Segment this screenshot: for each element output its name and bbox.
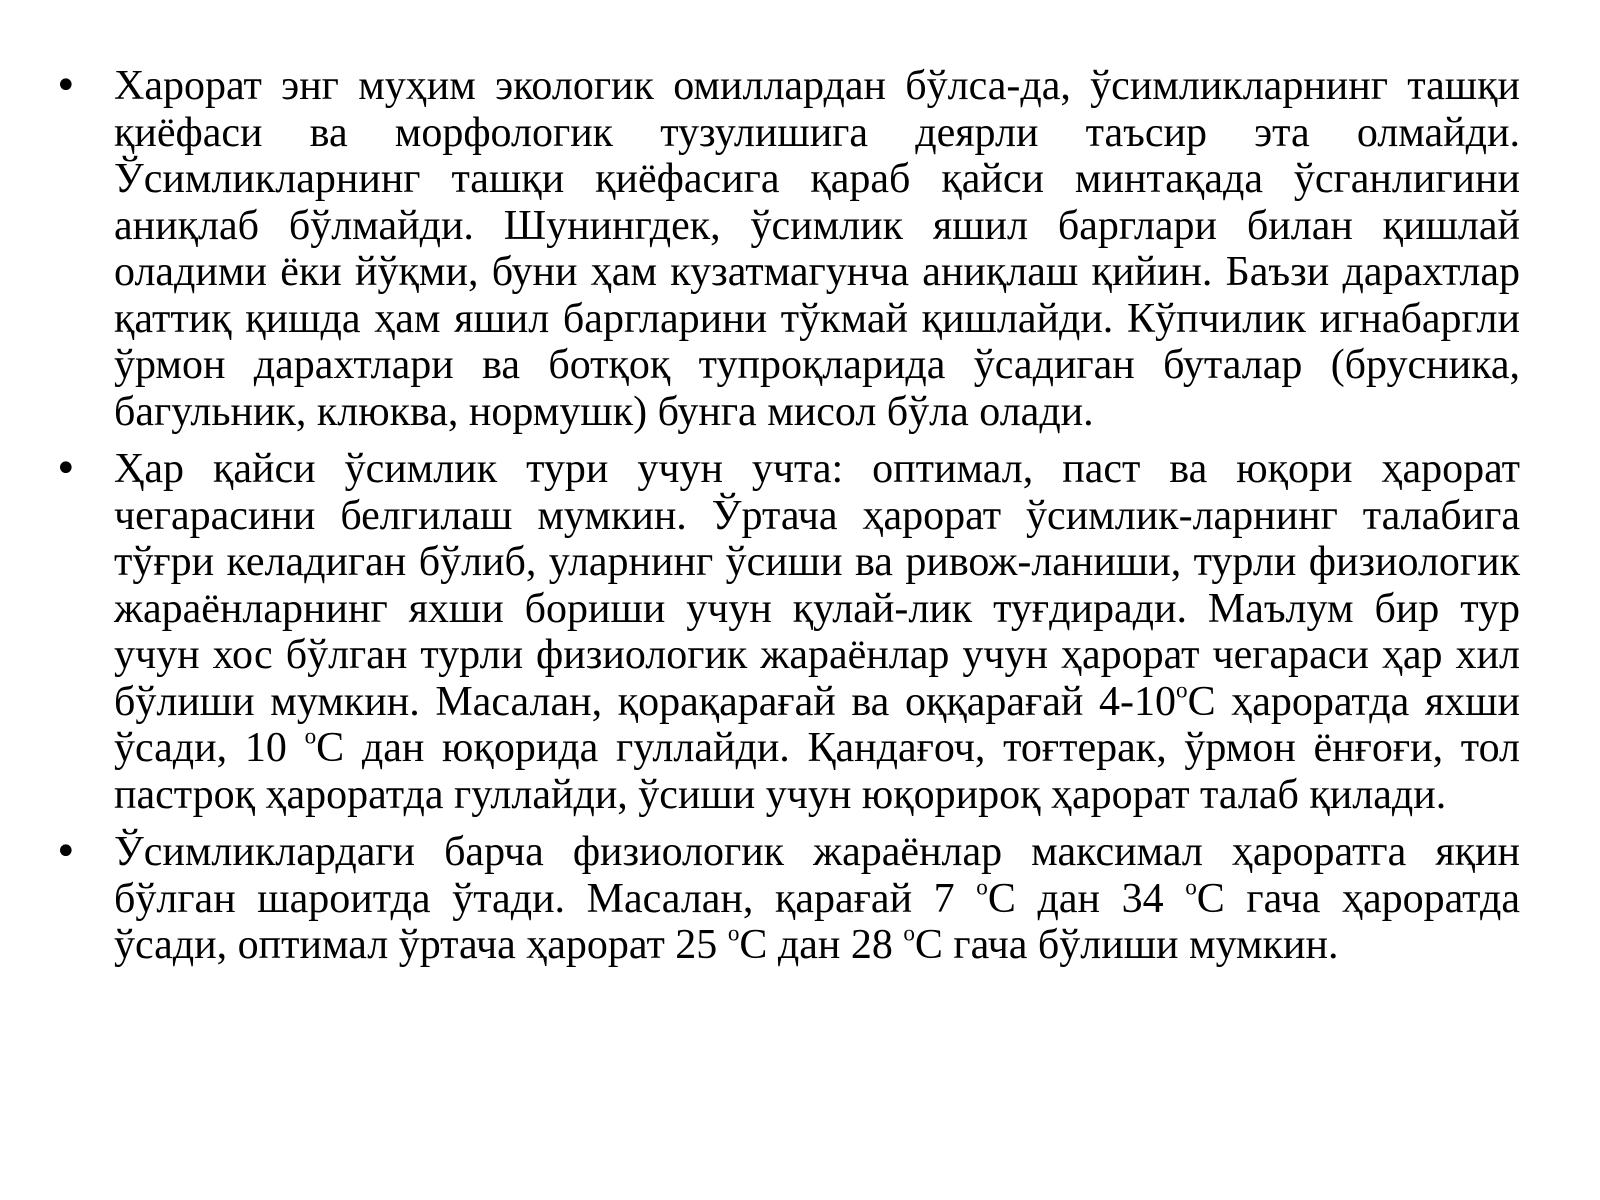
text-segment: С дан 34 [987,875,1186,922]
bullet-item-temperature-limits [54,446,1560,818]
bullet-item-temperature-morphology [54,63,1560,435]
bullet-text [114,446,1520,818]
degree-superscript: о [1185,873,1197,900]
bullet-item-physiological-processes [54,829,1560,969]
degree-superscript: о [727,919,740,946]
degree-superscript: о [903,919,915,946]
bullet-icon: • [54,829,78,875]
text-segment: С гача ҳароратда ўсади, оптимал ўртача ҳарорат 25 [114,875,1520,968]
bullet-icon: • [54,63,78,109]
text-segment: С дан 28 [739,922,904,968]
bullet-text [114,829,1520,969]
bullet-icon: • [54,446,78,492]
degree-superscript: о [976,873,988,900]
degree-superscript: о [1176,676,1188,703]
text-segment: Ўсимликлардаги барча физиологик жараёнлар максимал ҳароратга яқин бўлган шароитда ўтади. Масалан, қарағай 7 [114,829,1520,922]
text-segment: С дан юқорида гуллайди. Қандағоч, тоғтерак, ўрмон ёнғоғи, тол пастроқ ҳароратда гуллайди, ўсиши учун юқорироқ ҳарорат талаб қилади. [114,725,1520,818]
text-segment: С ҳароратда яхши ўсади, 10 [114,678,1520,771]
bullet-list [54,63,1560,969]
text-segment: С гача бўлиши мумкин. [914,922,1339,968]
bullet-text: Харорат энг муҳим экологик омиллардан бўлса-да, ўсимликларнинг ташқи қиёфаси ва морфологик тузулишига деярли таъсир эта олмайди. Ўсимликларнинг ташқи қиёфасига қараб қайси минтақада ўсганлигини аниқлаб бўлмайди. Шунингдек, ўсимлик яшил барглари билан қишлай оладими ёки йўқми, буни ҳам кузатмагунча аниқлаш қийин. Баъзи дарахтлар қаттиқ қишда ҳам яшил баргларини тўкмай қишлайди. Кўпчилик игнабаргли ўрмон дарахтлари ва ботқоқ тупроқларида ўсадиган буталар (брусника, багульник, клюква, нормушк) бунга мисол бўла олади. [114,63,1520,435]
text-segment: Ҳар қайси ўсимлик тури учун учта: оптимал, паст ва юқори ҳарорат чегарасини белгилаш мумкин. Ўртача ҳарорат ўсимлик-ларнинг талабига тўғри келадиган бўлиб, уларнинг ўсиши ва ривож-ланиши, турли физиологик жараёнларнинг яхши бориши учун қулай-лик туғдиради. Маълум бир тур учун хос бўлган турли физиологик жараёнлар учун ҳарорат чегараси ҳар хил бўлиши мумкин. Масалан, қорақарағай ва оққарағай 4-10 [114,446,1520,725]
degree-superscript: о [304,722,317,749]
